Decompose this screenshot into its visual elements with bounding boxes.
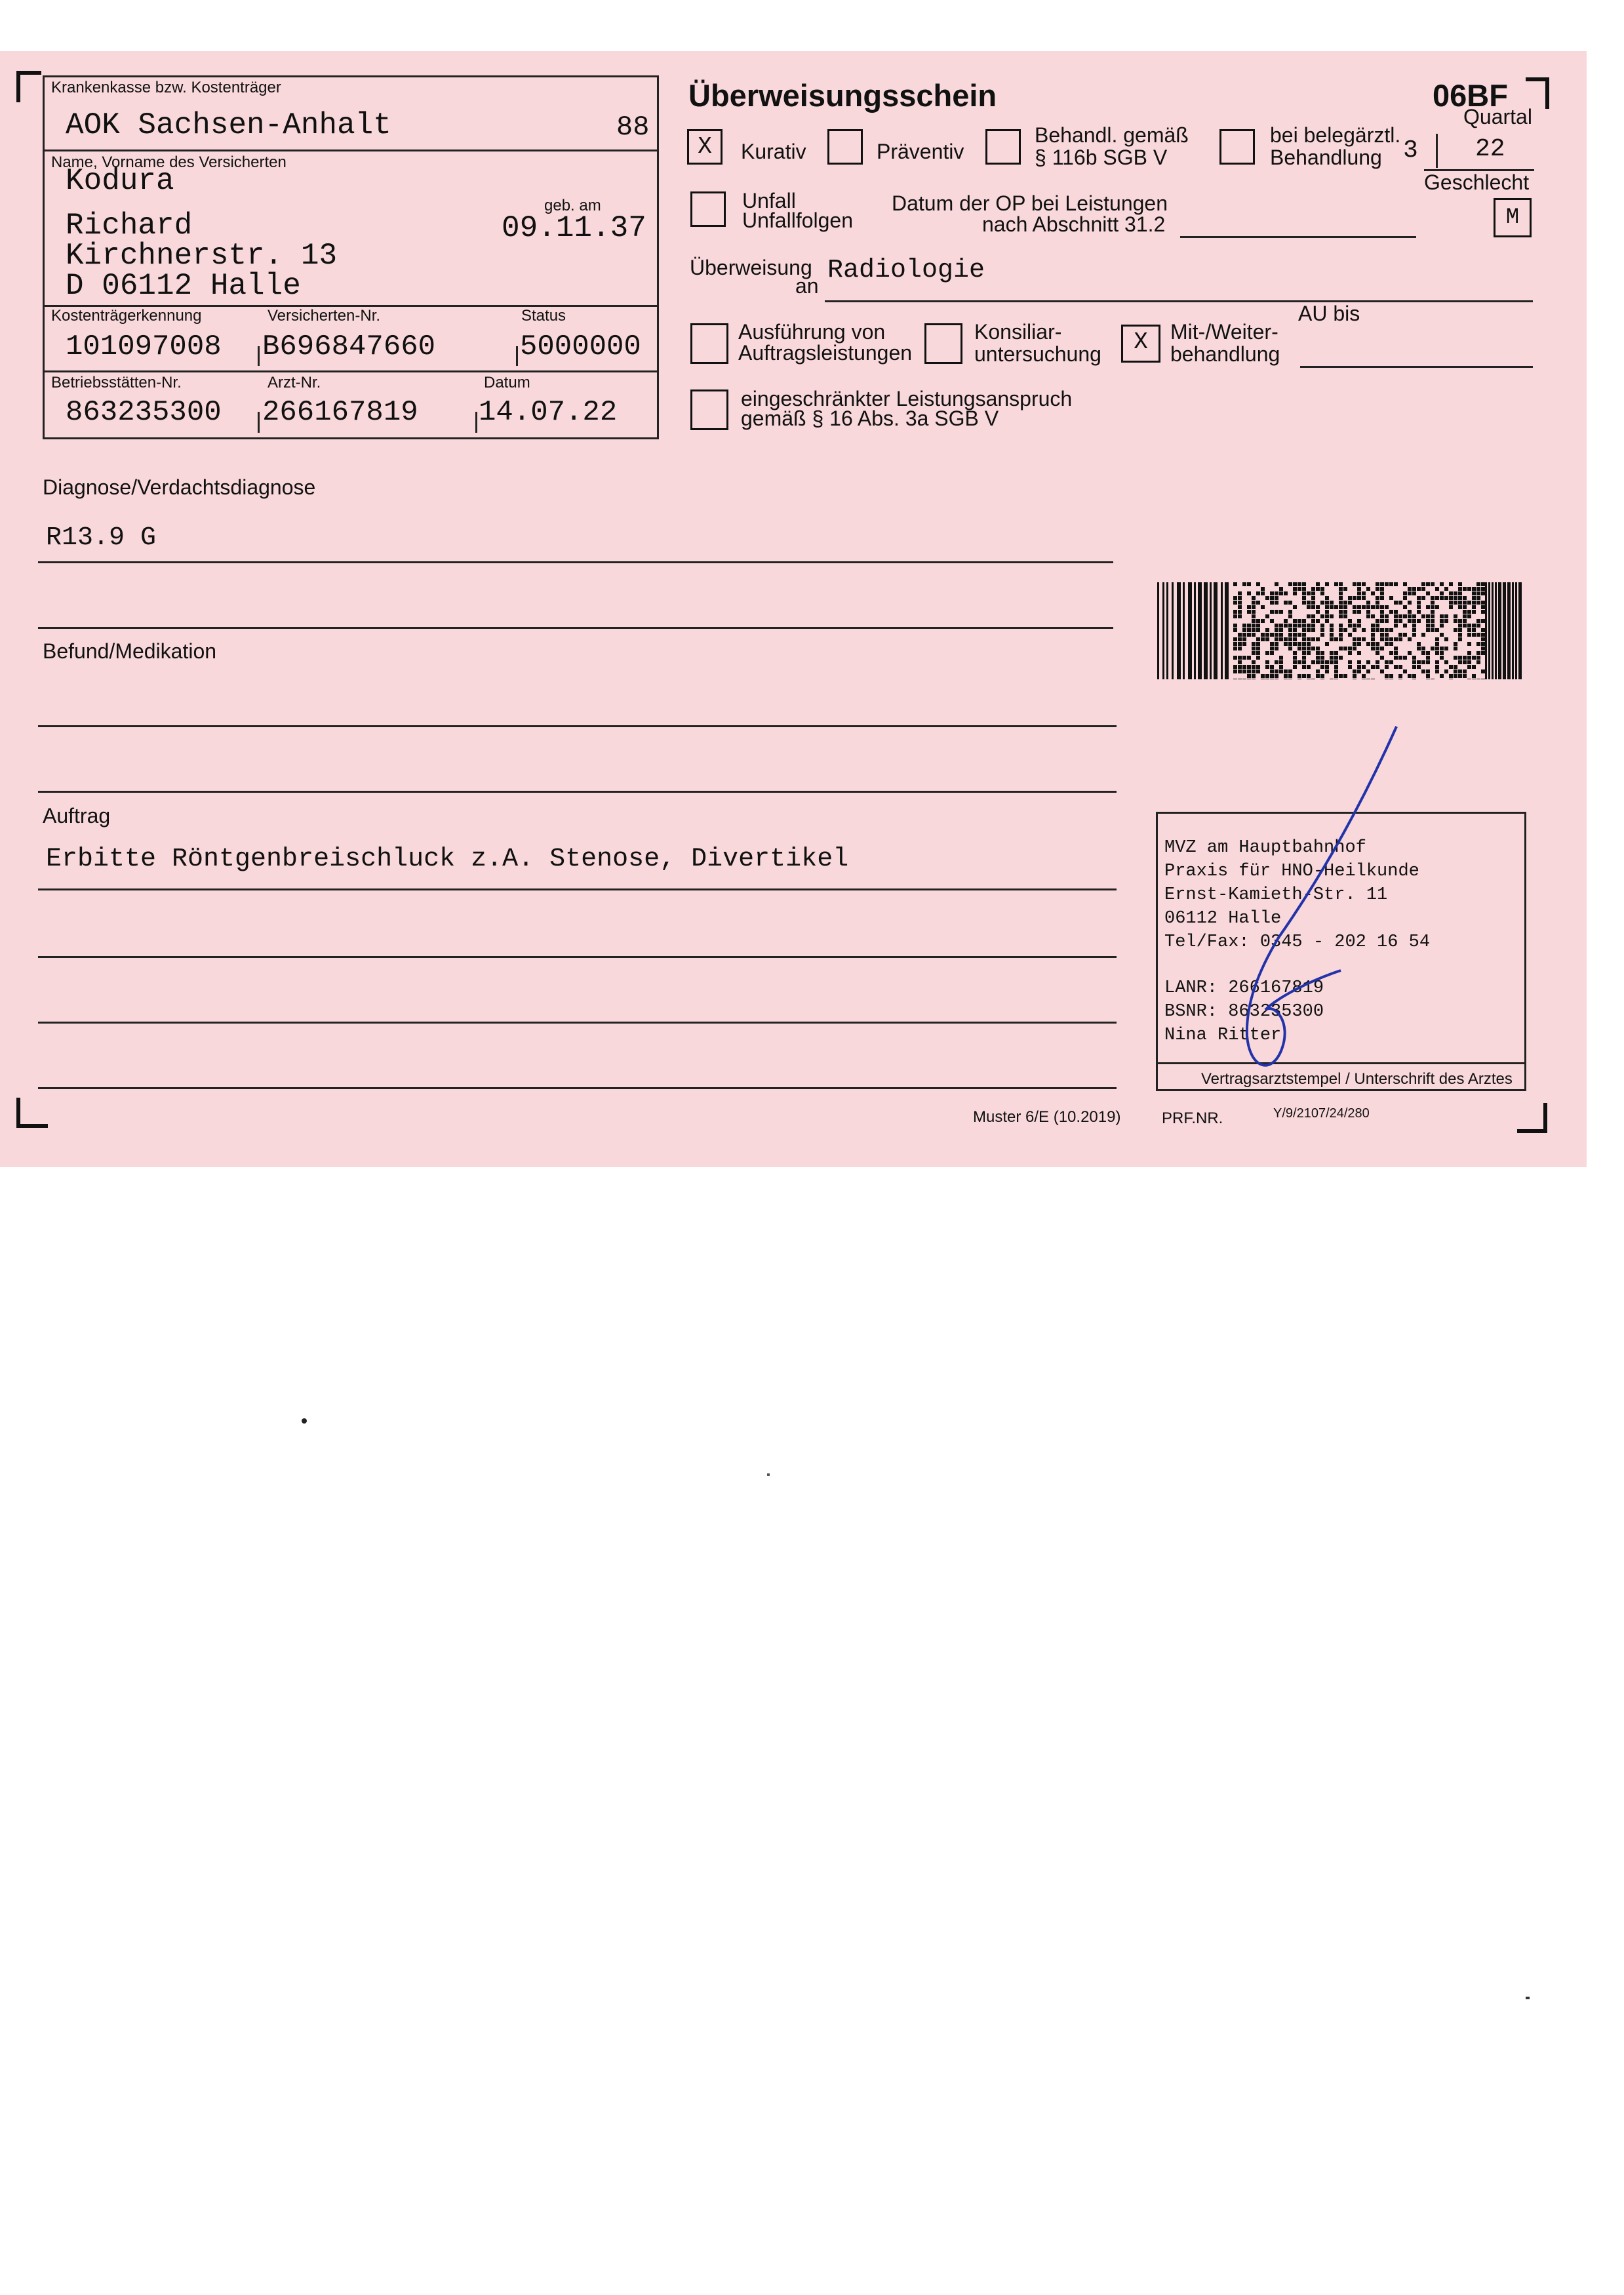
versnr-value: B696847660 bbox=[262, 330, 436, 363]
unfall-line2: Unfallfolgen bbox=[742, 209, 853, 232]
kurativ-label: Kurativ bbox=[741, 140, 806, 163]
unfall-checkbox[interactable] bbox=[690, 191, 726, 227]
op-line2: nach Abschnitt 31.2 bbox=[982, 212, 1166, 236]
praeventiv-checkbox[interactable] bbox=[827, 129, 863, 165]
ueberweisung-label: Überweisung bbox=[690, 256, 812, 279]
status-value: 5000000 bbox=[520, 330, 641, 363]
ktk-value: 101097008 bbox=[66, 330, 222, 363]
patient-surname: Kodura bbox=[66, 164, 174, 198]
op-line1: Datum der OP bei Leistungen bbox=[892, 191, 1168, 215]
status-label: Status bbox=[521, 307, 566, 325]
quartal-label: Quartal bbox=[1463, 105, 1532, 129]
patient-firstname: Richard bbox=[66, 209, 193, 243]
corner-mark-top-left bbox=[16, 71, 43, 104]
diagnose-value: R13.9 G bbox=[46, 523, 157, 553]
stamp-line5: Tel/Fax: 0345 - 202 16 54 bbox=[1164, 932, 1431, 952]
ktk-label: Kostenträgerkennung bbox=[51, 307, 202, 325]
behandl-116b-checkbox[interactable] bbox=[985, 129, 1021, 165]
stamp-lanr: LANR: 266167819 bbox=[1164, 978, 1324, 998]
scan-speck bbox=[1526, 1997, 1530, 1999]
einge-line1: eingeschränkter Leistungsanspruch bbox=[741, 387, 1073, 410]
konsil-line1: Konsiliar- bbox=[974, 320, 1062, 344]
signature-scribble bbox=[1200, 721, 1410, 1088]
prf-label: PRF.NR. bbox=[1162, 1109, 1223, 1127]
dob-label: geb. am bbox=[544, 197, 601, 214]
bsnr-label: Betriebsstätten-Nr. bbox=[51, 374, 182, 391]
prf-number: Y/9/2107/24/280 bbox=[1273, 1106, 1370, 1121]
mit-weiter-checkbox[interactable]: X bbox=[1121, 325, 1160, 363]
datum-value: 14.07.22 bbox=[479, 396, 618, 429]
auftrag-label: Auftrag bbox=[43, 804, 111, 828]
diagnose-label: Diagnose/Verdachtsdiagnose bbox=[43, 475, 316, 499]
kurativ-checkbox[interactable]: X bbox=[687, 129, 723, 165]
eingeschraenkt-checkbox[interactable] bbox=[690, 389, 728, 430]
datum-label: Datum bbox=[484, 374, 530, 391]
stamp-line1: MVZ am Hauptbahnhof bbox=[1164, 838, 1366, 858]
an-label: an bbox=[795, 274, 819, 298]
geschlecht-label: Geschlecht bbox=[1424, 170, 1530, 194]
au-bis-label: AU bis bbox=[1298, 302, 1360, 325]
patient-dob: 09.11.37 bbox=[502, 211, 646, 245]
datamatrix-barcode bbox=[1157, 582, 1524, 679]
kasse-label: Krankenkasse bzw. Kostenträger bbox=[51, 79, 281, 96]
stamp-caption: Vertragsarztstempel / Unterschrift des Arztes bbox=[1201, 1070, 1513, 1088]
versnr-label: Versicherten-Nr. bbox=[267, 307, 381, 325]
scan-speck bbox=[302, 1418, 307, 1424]
befund-label: Befund/Medikation bbox=[43, 639, 217, 663]
scan-speck bbox=[767, 1473, 770, 1476]
geschlecht-box[interactable]: M bbox=[1494, 198, 1532, 237]
ausf-line1: Ausführung von bbox=[738, 320, 886, 344]
bsnr-value: 863235300 bbox=[66, 396, 222, 429]
stamp-line2: Praxis für HNO-Heilkunde bbox=[1164, 862, 1419, 881]
praeventiv-label: Präventiv bbox=[877, 140, 964, 163]
quartal-q: 3 bbox=[1403, 136, 1418, 165]
stamp-line3: Ernst-Kamieth-Str. 11 bbox=[1164, 885, 1388, 905]
auftrag-value: Erbitte Röntgenbreischluck z.A. Stenose, Divertikel bbox=[46, 845, 849, 874]
mit-line1: Mit-/Weiter- bbox=[1170, 320, 1278, 344]
arztnr-label: Arzt-Nr. bbox=[267, 374, 321, 391]
ausfuehrung-checkbox[interactable] bbox=[690, 323, 728, 364]
unfall-line1: Unfall bbox=[742, 189, 796, 212]
ausf-line2: Auftragsleistungen bbox=[738, 341, 913, 365]
muster-label: Muster 6/E (10.2019) bbox=[973, 1108, 1121, 1126]
behandl-line1: Behandl. gemäß bbox=[1035, 123, 1189, 147]
stamp-name: Nina Ritter bbox=[1164, 1026, 1282, 1045]
mit-line2: behandlung bbox=[1170, 342, 1280, 366]
ueberweisung-an-value: Radiologie bbox=[827, 256, 985, 285]
kasse-code: 88 bbox=[616, 111, 650, 143]
arztnr-value: 266167819 bbox=[262, 396, 418, 429]
corner-mark-bottom-left bbox=[16, 1096, 49, 1129]
stamp-line4: 06112 Halle bbox=[1164, 909, 1282, 928]
konsiliar-checkbox[interactable] bbox=[924, 323, 962, 364]
form-title: Überweisungsschein bbox=[688, 78, 997, 113]
beleg-line1: bei belegärztl. bbox=[1270, 123, 1401, 147]
einge-line2: gemäß § 16 Abs. 3a SGB V bbox=[741, 407, 999, 430]
patient-city: D 06112 Halle bbox=[66, 269, 301, 303]
quartal-year: 22 bbox=[1475, 135, 1505, 163]
kasse-name: AOK Sachsen-Anhalt bbox=[66, 108, 391, 142]
beleg-line2: Behandlung bbox=[1270, 146, 1382, 169]
name-label: Name, Vorname des Versicherten bbox=[51, 153, 287, 171]
patient-street: Kirchnerstr. 13 bbox=[66, 239, 338, 273]
corner-mark-bottom-right bbox=[1516, 1102, 1549, 1134]
behandl-line2: § 116b SGB V bbox=[1035, 146, 1168, 169]
form-code: 06BF bbox=[1433, 78, 1508, 113]
konsil-line2: untersuchung bbox=[974, 342, 1101, 366]
stamp-bsnr: BSNR: 863235300 bbox=[1164, 1002, 1324, 1022]
beleg-checkbox[interactable] bbox=[1219, 129, 1255, 165]
